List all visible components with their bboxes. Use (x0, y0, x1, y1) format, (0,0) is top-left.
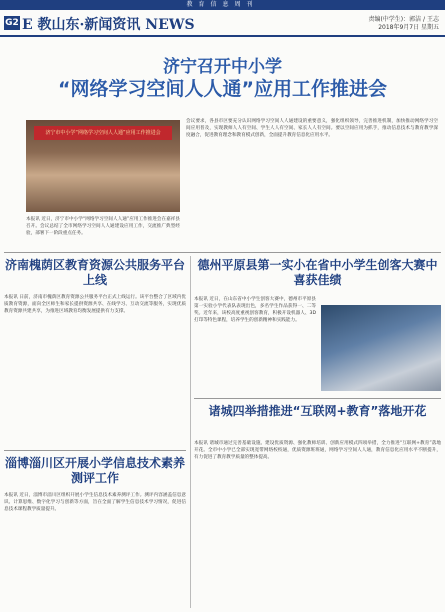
channel-title: E 教山东·新闻资讯 NEWS (22, 17, 195, 33)
photo-banner: 济宁市中小学“网络学习空间人人通”应用工作推进会 (34, 126, 172, 140)
column-divider (4, 450, 186, 451)
issue-info (368, 16, 439, 32)
lead-body: 会议要求，各县市区要充分认识网络学习空间人人通建设的重要意义，强化组织领导，完善推进机制，加快推动网络学习空间应用普及，实现教师人人有空间、学生人人有空间、家长人人有空间。要以空间应用为抓手，推动信息技术与教育教学深度融合，促进教育理念和教育模式创新，全面提升教育信息化应用水平。 (186, 119, 438, 138)
article-body-dezhou: 本报讯 近日，在山东省中小学生创客大赛中，德州市平原县第一实验小学代表队表现出色，多名学生作品获得一、二等奖。近年来，该校高度重视创客教育，积极开设机器人、3D打印等特色课程，培养学生的创新精神和实践能力。 (194, 297, 316, 323)
dezhou-photo (321, 305, 441, 391)
top-band: 教育信息周刊 (0, 0, 445, 10)
article-body-huaiyin: 本报讯 日前，济南市槐荫区教育资源公共服务平台正式上线运行。该平台整合了区域内优质教育资源，面向全区师生和家长提供资源共享、在线学习、互动交流等服务，实现优质教育资源共建共享，为推进区域教育均衡发展提供有力支撑。 (4, 295, 186, 314)
lead-headline-line1: 济宁召开中小学 (163, 57, 282, 77)
vertical-rule (190, 256, 191, 608)
lead-headline-line2: “网络学习空间人人通”应用工作推进会 (58, 78, 387, 100)
article-headline-huaiyin: 济南槐荫区教育资源公共服务平台上线 (4, 258, 185, 287)
article-headline-dezhou: 德州平原县第一实小在省中小学生创客大赛中喜获佳绩 (197, 258, 438, 287)
article-headline-zichuan: 淄博淄川区开展小学信息技术素养测评工作 (4, 456, 185, 485)
article-body-zichuan: 本报讯 近日，淄博市淄川区组织开展小学生信息技术素养测评工作。测评内容涵盖信息意识、计算思维、数字化学习与创新等方面，旨在全面了解学生信息技术学习情况，促进信息技术课程教学质量提升。 (4, 493, 186, 512)
article-body-zhucheng: 本报讯 诸城市通过完善基础设施、建设优质资源、强化教师培训、创新应用模式四项举措，全力推进“互联网+教育”落地开花。全市中小学已全部实现宽带网络校校通，优质资源班班通，网络学习空间人人通，教育信息化应用水平不断提升，有力促进了教育教学质量的整体提高。 (194, 441, 441, 460)
article-headline-zhucheng: 诸城四举措推进“互联网+教育”落地开花 (208, 404, 427, 418)
section-divider (4, 252, 441, 253)
masthead (0, 11, 445, 37)
right-divider (194, 398, 441, 399)
page-code: G2 (5, 18, 19, 28)
lead-caption: 本报讯 近日，济宁市中小学“网络学习空间人人通”应用工作推进会在嘉祥县召开。会议总结了全市网络学习空间人人通建设应用工作，交流推广典型经验，部署下一阶段重点任务。 (26, 217, 180, 236)
editor-line: 责编(中学生)：郭洁 / 王志 (368, 16, 439, 23)
lead-photo (26, 120, 180, 212)
date-line: 2018年9月7日 星期五 (378, 24, 439, 31)
